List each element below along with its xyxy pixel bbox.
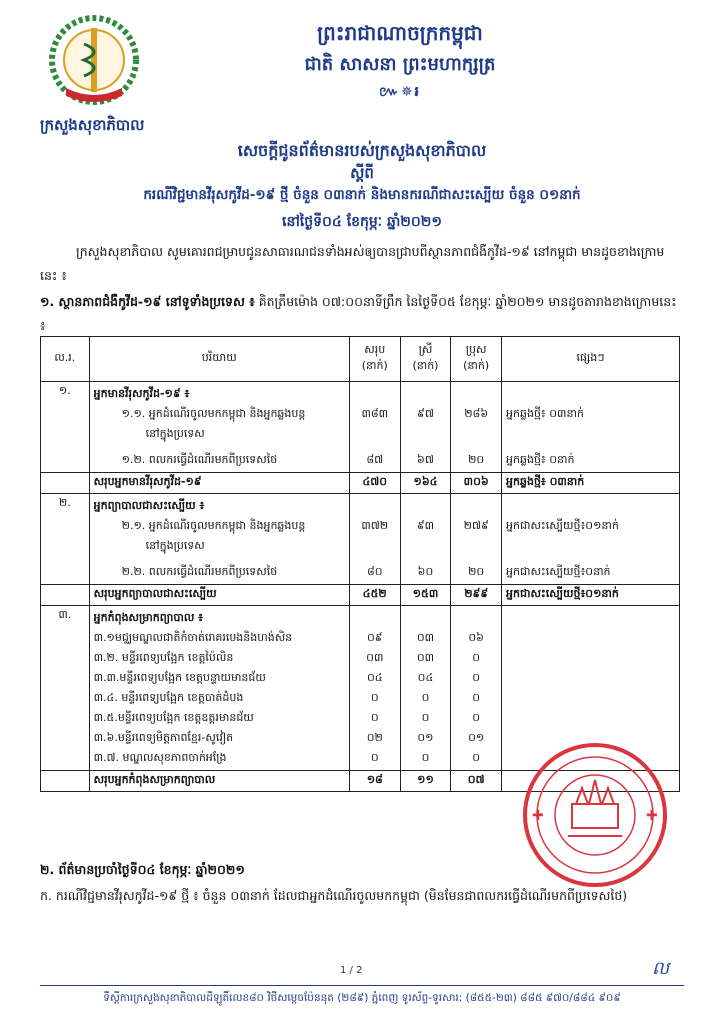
group2-r2-total: ៨០: [366, 565, 383, 578]
group1-other-cell: [502, 382, 680, 473]
group3-row-total: ០: [370, 751, 379, 764]
group3-row-total: ០៤: [366, 671, 383, 684]
group3-sum-total: ១៨: [349, 771, 400, 792]
document-date: នៅថ្ងៃទី០៤ ខែកុម្ភៈ ឆ្នាំ២០២១: [282, 214, 442, 230]
table-row: [41, 473, 680, 494]
group3-row-female: ០៤: [417, 671, 434, 684]
group2-other-cell: [502, 494, 680, 585]
group3-total-cell: [349, 606, 400, 771]
group3-row-desc: ៣.៤. មន្ទីរពេទ្យបង្អែក ខេត្តបាត់ដំបង: [93, 691, 244, 704]
group3-row-female: ០៣: [416, 631, 435, 644]
group2-female-cell: [400, 494, 451, 585]
group1-female-cell: [400, 382, 451, 473]
group3-sum-female: ១១: [400, 771, 451, 792]
group2-sum-total: ៤៥២: [349, 585, 400, 606]
group1-r2-female: ៦៧: [417, 453, 434, 466]
group1-r1-other: អ្នកឆ្លងថ្មី៖ ០៣នាក់: [506, 407, 584, 420]
group3-row-total: ០: [370, 711, 379, 724]
group3-row-male: ០១: [468, 731, 485, 744]
group3-row-desc: ៣.១មជ្ឈមណ្ឌលជាតិកំចាត់រោគរបេងនិងហង់សិន: [93, 631, 293, 644]
header-ornament: ៚✵៛: [379, 84, 421, 100]
document-title: សេចក្តីជូនព័ត៌មានរបស់ក្រសួងសុខាភិបាល: [237, 141, 487, 160]
header-female: [400, 337, 451, 382]
group1-sum-total: ៤៧០: [349, 473, 400, 494]
footer-address: ទីស្តីការក្រសួងសុខាភិបាលដីឡូតិ៍លេខ៨០ វិថីសម្តេចប៉ែននុត (២៨៩) ភ្នំពេញ ទូរស័ព្ទ-ទូរសារ: (៨៥៥-២៣) ៨៨៥ ៩៧០/៨៨៤ ៩០៩: [40, 985, 684, 1007]
motto-line: ជាតិ សាសនា ព្រះមហាក្សត្រ: [304, 54, 496, 75]
group2-sum-other: អ្នកជាសះស្បើយថ្មី៖០១នាក់: [502, 585, 680, 606]
initials-signature: ល: [652, 958, 670, 979]
group3-sum-desc: សរុបអ្នកកំពុងសម្រាកព្យាបាល: [89, 771, 349, 792]
group3-row-female: ០: [421, 751, 430, 764]
group3-row-total: ០៣: [366, 651, 384, 664]
group1-r2-male: ២០: [468, 453, 485, 466]
group3-male-cell: [451, 606, 502, 771]
header-male-label: ប្រុស: [465, 343, 487, 356]
header-male: [451, 337, 502, 382]
group1-r2-desc: ១.២. ពលករធ្វើដំណើរមកពីប្រទេសថៃ: [121, 453, 278, 466]
group3-row-female: ០១: [417, 731, 434, 744]
ministry-name: ក្រសួងសុខាភិបាល: [40, 116, 145, 134]
group3-row-desc: ៣.២. មន្ទីរពេទ្យបង្អែក ខេត្តប៉ៃលិន: [93, 651, 234, 664]
section2-heading: ២. ព័ត៌មានប្រចាំថ្ងៃទី០៤ ខែកុម្ភៈ ឆ្នាំ២០២១: [40, 862, 245, 877]
header-female-label: ស្រី: [418, 343, 433, 356]
group2-r1-desc-a: ២.១. អ្នកដំណើរចូលមកកម្ពុជា និងអ្នកឆ្លងបន្ត: [121, 519, 306, 532]
group2-r2-other: អ្នកជាសះស្បើយថ្មី៖០នាក់: [506, 565, 611, 578]
group1-no: ១.: [41, 382, 90, 473]
group1-r1-desc-b: នៅក្នុងប្រទេស: [145, 427, 205, 440]
group1-r1-desc-a: ១.១. អ្នកដំណើរចូលមកកម្ពុជា និងអ្នកឆ្លងបន្ត: [121, 407, 306, 420]
group3-row-female: ០៣: [416, 651, 435, 664]
group3-row-male: ០: [472, 711, 481, 724]
group3-female-cell: [400, 606, 451, 771]
table-row: [41, 585, 680, 606]
header-total-label: សរុប: [364, 343, 386, 356]
group3-row-total: ០២: [366, 731, 383, 744]
group3-row-desc: ៣.៥.មន្ទីរពេទ្យបង្អែក ខេត្តឧត្តរមានជ័យ: [93, 711, 254, 724]
svg-text:✚: ✚: [646, 808, 658, 824]
group2-no: ២.: [41, 494, 90, 585]
group3-sum-male: ០៧: [451, 771, 502, 792]
group1-r2-total: ៨៧: [366, 453, 384, 466]
header-total-unit: (នាក់): [361, 359, 388, 372]
group3-row-total: ០: [370, 691, 379, 704]
table-row: [41, 382, 680, 473]
group2-r2-desc: ២.២. ពលករធ្វើដំណើរមកពីប្រទេសថៃ: [121, 565, 278, 578]
group3-row-desc: ៣.៦.មន្ទីរពេទ្យមិត្តភាពខ្មែរ-សូវៀត: [93, 731, 234, 744]
intro-paragraph: ក្រសួងសុខាភិបាល សូមគោរពជម្រាបជូនសាធារណជនទាំងអស់ឲ្យបានជ្រាបពីស្ថានភាពជំងឺកូវីដ-១៩ នៅកម្ពុជា មានដូចខាងក្រោមនេះ ៖: [40, 244, 665, 283]
section1-text: គិតត្រឹមម៉ោង ០៧:០០នាទីព្រឹក នៃថ្ងៃទី០៥ ខែកុម្ភៈ ឆ្នាំ២០២១ មានដូចតារាងខាងក្រោមនេះ ៖: [40, 294, 677, 333]
group3-head: អ្នកកំពុងសម្រាកព្យាបាល ៖: [93, 611, 203, 624]
group2-r1-desc-b: នៅក្នុងប្រទេស: [145, 539, 205, 552]
group3-desc-cell: [89, 606, 349, 771]
group2-sum-male: ២៩៩: [451, 585, 502, 606]
group2-r1-female: ៩៣: [416, 519, 435, 532]
group1-desc-cell: [89, 382, 349, 473]
group2-r2-female: ៦០: [417, 565, 434, 578]
group3-row-male: ០: [472, 751, 481, 764]
header-desc: បរិយាយ: [89, 337, 349, 382]
group1-sum-desc: សរុបអ្នកមានវីរុសកូវីដ-១៩: [89, 473, 349, 494]
group2-male-cell: [451, 494, 502, 585]
group3-row-desc: ៣.៣.មន្ទីរពេទ្យបង្អែក ខេត្តបន្ទាយមានជ័យ: [93, 671, 266, 684]
group3-row-total: ០៩: [366, 631, 383, 644]
header-male-unit: (នាក់): [463, 359, 490, 372]
document-subject-label: ស្តីពី: [350, 164, 374, 182]
header-total: [349, 337, 400, 382]
header-no: ល.រ.: [41, 337, 90, 382]
group1-r1-female: ៩៧: [417, 407, 434, 420]
table-row: [41, 494, 680, 585]
group3-row-desc: ៣.៧. មណ្ឌលសុខភាពចាក់អង្រែ: [93, 751, 227, 764]
header-other: ផ្សេងៗ: [502, 337, 680, 382]
group3-row-female: ០: [421, 691, 430, 704]
group1-sum-male: ៣០៦: [451, 473, 502, 494]
group2-r2-male: ២០: [468, 565, 485, 578]
group1-sum-female: ១៦៤: [400, 473, 451, 494]
group1-sum-other: អ្នកឆ្លងថ្មី៖ ០៣នាក់: [502, 473, 680, 494]
document-subject: ករណីវិជ្ជមានវីរុសកូវីដ-១៩ ថ្មី ចំនួន ០៣នាក់ និងមានករណីជាសះស្បើយ ចំនួន ០១នាក់: [143, 187, 581, 203]
group1-r1-male: ២៨៦: [464, 407, 489, 420]
group3-row-male: ០: [472, 671, 481, 684]
group3-row-male: ០៦: [468, 631, 484, 644]
group2-r1-other: អ្នកជាសះស្បើយថ្មី៖០១នាក់: [506, 519, 619, 532]
group3-row-female: ០: [421, 711, 430, 724]
section2-item-a: ក. ករណីវិជ្ជមានវីរុសកូវីដ-១៩ ថ្មី ៖ ចំនួន ០៣នាក់ ដែលជាអ្នកដំណើរចូលមកកម្ពុជា (មិនមែនជាពលករធ្វើដំណើរមកពីប្រទេសថៃ): [40, 888, 628, 903]
group3-no: ៣.: [41, 606, 90, 771]
group2-r1-male: ២៧៩: [463, 519, 489, 532]
group3-row-male: ០: [472, 691, 481, 704]
page-number: 1 / 2: [340, 965, 363, 976]
table-header-row: [41, 337, 680, 382]
group3-row-male: ០: [472, 651, 481, 664]
group1-male-cell: [451, 382, 502, 473]
kingdom-line: ព្រះរាជាណាចក្រកម្ពុជា: [317, 21, 483, 45]
ministry-logo-icon: [48, 14, 140, 106]
group2-r1-total: ៣៧២: [361, 519, 389, 532]
group2-desc-cell: [89, 494, 349, 585]
header-female-unit: (នាក់): [412, 359, 439, 372]
group2-head: អ្នកព្យាបាលជាសះស្បើយ ៖: [93, 499, 205, 512]
group2-sum-desc: សរុបអ្នកព្យាបាលជាសះស្បើយ: [89, 585, 349, 606]
section1-heading: ១. ស្ថានភាពជំងឺកូវីដ-១៩ នៅទូទាំងប្រទេស ៖: [40, 294, 255, 309]
group1-r2-other: អ្នកឆ្លងថ្មី៖ ០នាក់: [506, 453, 575, 466]
group2-total-cell: [349, 494, 400, 585]
section1-paragraph: [40, 290, 680, 338]
group1-total-cell: [349, 382, 400, 473]
group2-sum-female: ១៥៣: [400, 585, 451, 606]
group1-head: អ្នកមានវីរុសកូវីដ-១៩ ៖: [93, 387, 190, 400]
group1-r1-total: ៣៨៣: [361, 407, 389, 420]
covid-stats-table: [40, 336, 680, 792]
svg-text:✚: ✚: [532, 808, 544, 824]
